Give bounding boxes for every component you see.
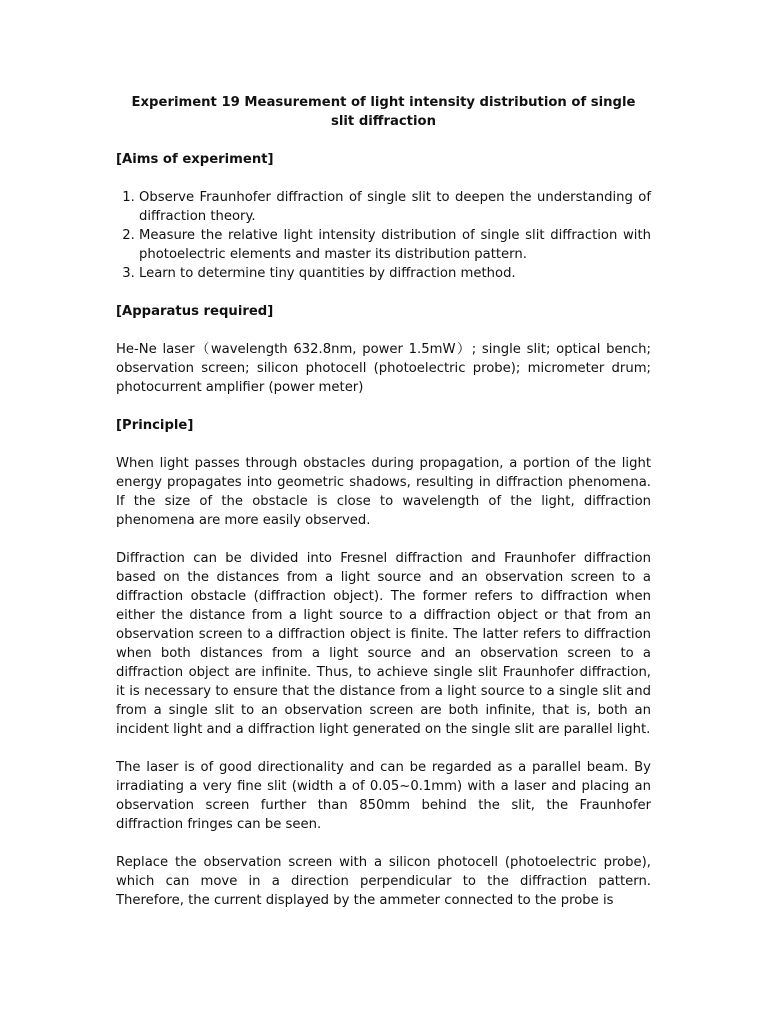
aims-heading: [Aims of experiment] <box>116 152 274 167</box>
principle-paragraph-3: The laser is of good directionality and can be regarded as a parallel beam. By irradiating a very fine slit (width a of 0.05~0.1mm) with a laser and placing an observation screen further than 850mm behind the slit, the Fraunhofer diffraction fringes can be seen. <box>116 760 651 832</box>
principle-heading: [Principle] <box>116 418 194 433</box>
principle-paragraph-4: Replace the observation screen with a silicon photocell (photoelectric probe), which can move in a direction perpendicular to the diffraction pattern. Therefore, the current displayed by the ammeter connected to the probe is <box>116 855 651 908</box>
principle-paragraph-1: When light passes through obstacles during propagation, a portion of the light energy propagates into geometric shadows, resulting in diffraction phenomena. If the size of the obstacle is close to wavelength of the light, diffraction phenomena are more easily observed. <box>116 456 651 528</box>
apparatus-heading: [Apparatus required] <box>116 304 274 319</box>
aims-item-3: 3. Learn to determine tiny quantities by diffraction method. <box>139 264 651 283</box>
principle-paragraph-2: Diffraction can be divided into Fresnel diffraction and Fraunhofer diffraction based on the distances from a light source and an observation screen to a diffraction obstacle (diffraction object). The former refers to diffraction when either the distance from a light source to a diffraction object or that from an observation screen to a diffraction object is finite. The latter refers to diffraction when both distances from a light source and an observation screen to a diffraction object are infinite. Thus, to achieve single slit Fraunhofer diffraction, it is necessary to ensure that the distance from a light source to a single slit and from a single slit to an observation screen are both infinite, that is, both an incident light and a diffraction light generated on the single slit are parallel light. <box>116 551 651 737</box>
apparatus-text: He-Ne laser（wavelength 632.8nm, power 1.5mW）; single slit; optical bench; observation screen; silicon photocell (photoelectric probe); micrometer drum; photocurrent amplifier (power meter) <box>116 342 651 395</box>
document-title: Experiment 19 Measurement of light intensity distribution of single slit diffraction <box>131 95 636 129</box>
document-page <box>116 93 651 929</box>
aims-list <box>116 188 651 283</box>
aims-item-1: 1. Observe Fraunhofer diffraction of single slit to deepen the understanding of diffraction theory. <box>139 188 651 226</box>
aims-item-2: 2. Measure the relative light intensity distribution of single slit diffraction with photoelectric elements and master its distribution pattern. <box>139 226 651 264</box>
